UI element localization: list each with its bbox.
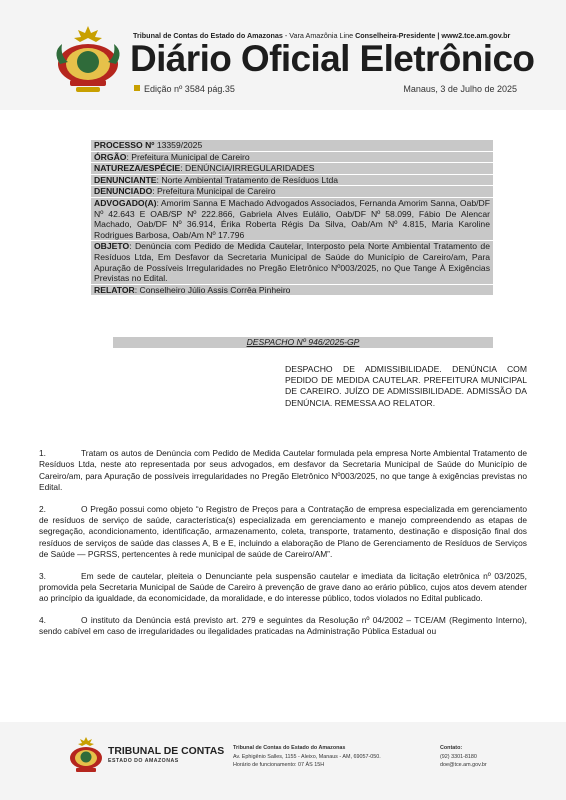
despacho-heading: [113, 337, 493, 348]
edition-square-icon: [134, 85, 140, 91]
orgao-row: [91, 152, 493, 164]
denunciante-value: : Norte Ambiental Tratamento de Resíduos Ltda: [156, 174, 339, 185]
footer-phone: (92) 3301-8180: [440, 753, 477, 760]
footer-court-name: TRIBUNAL DE CONTAS: [108, 746, 225, 757]
paragraph-text: Tratam os autos de Denúncia com Pedido de Medida Cautelar formulada pela empresa Norte Ambiental Tratamento de Resíduos Ltda, neste ato representada por seus advogados, em desfavor da Secretaria Municipal de Saúde do Município de Careiro/am, para Apuração de possíveis irregularidades no Pregão Eletrônico Nº003/2025, no que tange à exigências previstas no Edital.: [39, 448, 527, 493]
objeto-value: : Denúncia com Pedido de Medida Cautelar, Interposto pela Norte Ambiental Tratamento de Resíduos Ltda, Em Desfavor da Secretaria Municipal de Saúde do Município de Careiro/am, Para Apuração de Possíveis Irregularidades no Pregão Eletrônico Nº003/2025, no Que Tange À Exigências Previstas no Edital.: [94, 241, 490, 284]
natureza-label: NATUREZA/ESPÉCIE: [94, 163, 181, 174]
paragraph: [39, 615, 527, 638]
footer-contact-title: Contato:: [440, 745, 463, 751]
footer-crest-logo: [66, 736, 106, 776]
footer-address: [233, 744, 381, 770]
process-summary-box: [91, 140, 493, 296]
paragraph-text: O instituto da Denúncia está previsto art. 279 e seguintes da Resolução nº 04/2002 – TCE/AM (Regimento Interno), sendo cabível em caso de irregularidades ou ilegalidades praticadas na Administração Pública Estadual ou: [39, 614, 527, 637]
header-president: Conselheira-Presidente: [355, 31, 436, 40]
header-court-name: Tribunal de Contas do Estado do Amazonas: [133, 31, 283, 40]
document-body: [39, 448, 527, 648]
publication-date: Manaus, 3 de Julho de 2025: [403, 84, 517, 94]
natureza-row: [91, 163, 493, 175]
advogado-value: : Amorim Sanna E Machado Advogados Associados, Fernanda Amorim Sanna, Oab/DF Nº 42.643 E OAB/SP Nº 222.866, Gabriela Alves Eulálio, Oab/DF Nº 58.099, Fábio De Alencar Machado, Oab/DF Nº 36.914, Érika Roberta Régis Da Silva, Oab/Am Nº 4.815, Maria Karoline Rodrigues Barbosa, Oab/Am Nº 17.796: [94, 197, 490, 240]
paragraph-number: 3.: [39, 570, 46, 581]
paragraph-text: O Pregão possui como objeto “o Registro de Preços para a Contratação de empresa especializada em gerenciamento de resíduos de serviço de saúde, característica(s) especializada em gerenciamento e manejo compreendendo as etapas de segregação, acondicionamento, identificação, armazenamento, coleta, transporte, tratamento, destinação e disposição final dos resíduos de serviços de saúde das classes A, B e E, incluindo a elaboração de Plano de Gerenciamento de Resíduos de Serviços de Saúde — PGRSS, pertencentes à rede municipal de saúde de Careiro/AM”.: [39, 503, 527, 560]
ementa-text: DESPACHO DE ADMISSIBILIDADE. DENÚNCIA COM PEDIDO DE MEDIDA CAUTELAR. PREFEITURA MUNICIPAL DE CAREIRO. JUÍZO DE ADMISSIBILIDADE. ADMISSÃO DA DENÚNCIA. REMESSA AO RELATOR.: [285, 364, 527, 408]
paragraph: [39, 571, 527, 605]
natureza-value: : DENÚNCIA/IRREGULARIDADES: [180, 163, 315, 174]
footer-email[interactable]: doe@tce.am.gov.br: [440, 762, 487, 769]
paragraph-number: 1.: [39, 448, 46, 458]
edition-info: [134, 84, 235, 94]
advogado-label: ADVOGADO(A): [94, 197, 157, 208]
denunciante-label: DENUNCIANTE: [94, 174, 157, 185]
processo-label: PROCESSO Nº: [94, 140, 155, 150]
header-site: | www2.tce.am.gov.br: [435, 31, 511, 40]
advogado-row: [91, 198, 493, 241]
footer-contact: [440, 744, 487, 770]
footer-court-state: ESTADO DO AMAZONAS: [108, 758, 179, 764]
page-header: [0, 0, 566, 110]
orgao-value: : Prefeitura Municipal de Careiro: [126, 151, 250, 162]
objeto-label: OBJETO: [94, 241, 130, 252]
page-title: Diário Oficial Eletrônico: [130, 38, 535, 79]
paragraph: [39, 504, 527, 561]
footer-hours: Horário de funcionamento: 07 ÀS 15H: [233, 762, 325, 769]
processo-value: 13359/2025: [154, 140, 203, 150]
header-subunit: - Vara Amazônia Line: [282, 31, 356, 40]
objeto-row: [91, 241, 493, 284]
denunciado-label: DENUNCIADO: [94, 186, 153, 197]
relator-label: RELATOR: [94, 284, 135, 295]
relator-row: [91, 285, 493, 297]
tce-crest-logo: [50, 24, 126, 96]
paragraph-number: 2.: [39, 503, 46, 514]
edition-label: Edição nº 3584 pág.35: [144, 84, 235, 94]
denunciado-value: : Prefeitura Municipal de Careiro: [152, 186, 276, 197]
paragraph-text: Em sede de cautelar, pleiteia o Denunciante pela suspensão cautelar e imediata da licitação eletrônica nº 03/2025, promovida pela Secretaria Municipal de Saúde de Careiro à prevenção de grave dano ao erário público, cujos atos devem atender ao princípio da igualdade, da economicidade, da moralidade, e do interesse público, todos violados no Edital publicado.: [39, 570, 527, 604]
processo-row: [91, 140, 493, 152]
paragraph: [39, 448, 527, 494]
page-footer: [0, 722, 566, 800]
denunciado-row: [91, 186, 493, 198]
footer-address-line: Av. Ephigênio Salles, 1155 - Aleixo, Manaus - AM, 69057-050.: [233, 753, 381, 760]
denunciante-row: [91, 175, 493, 187]
paragraph-number: 4.: [39, 614, 46, 625]
orgao-label: ÓRGÃO: [94, 151, 127, 162]
relator-value: : Conselheiro Júlio Assis Corrêa Pinheiro: [134, 284, 291, 295]
despacho-number: DESPACHO Nº 946/2025-GP: [246, 337, 360, 347]
footer-address-title: Tribunal de Contas do Estado do Amazonas: [233, 745, 346, 751]
